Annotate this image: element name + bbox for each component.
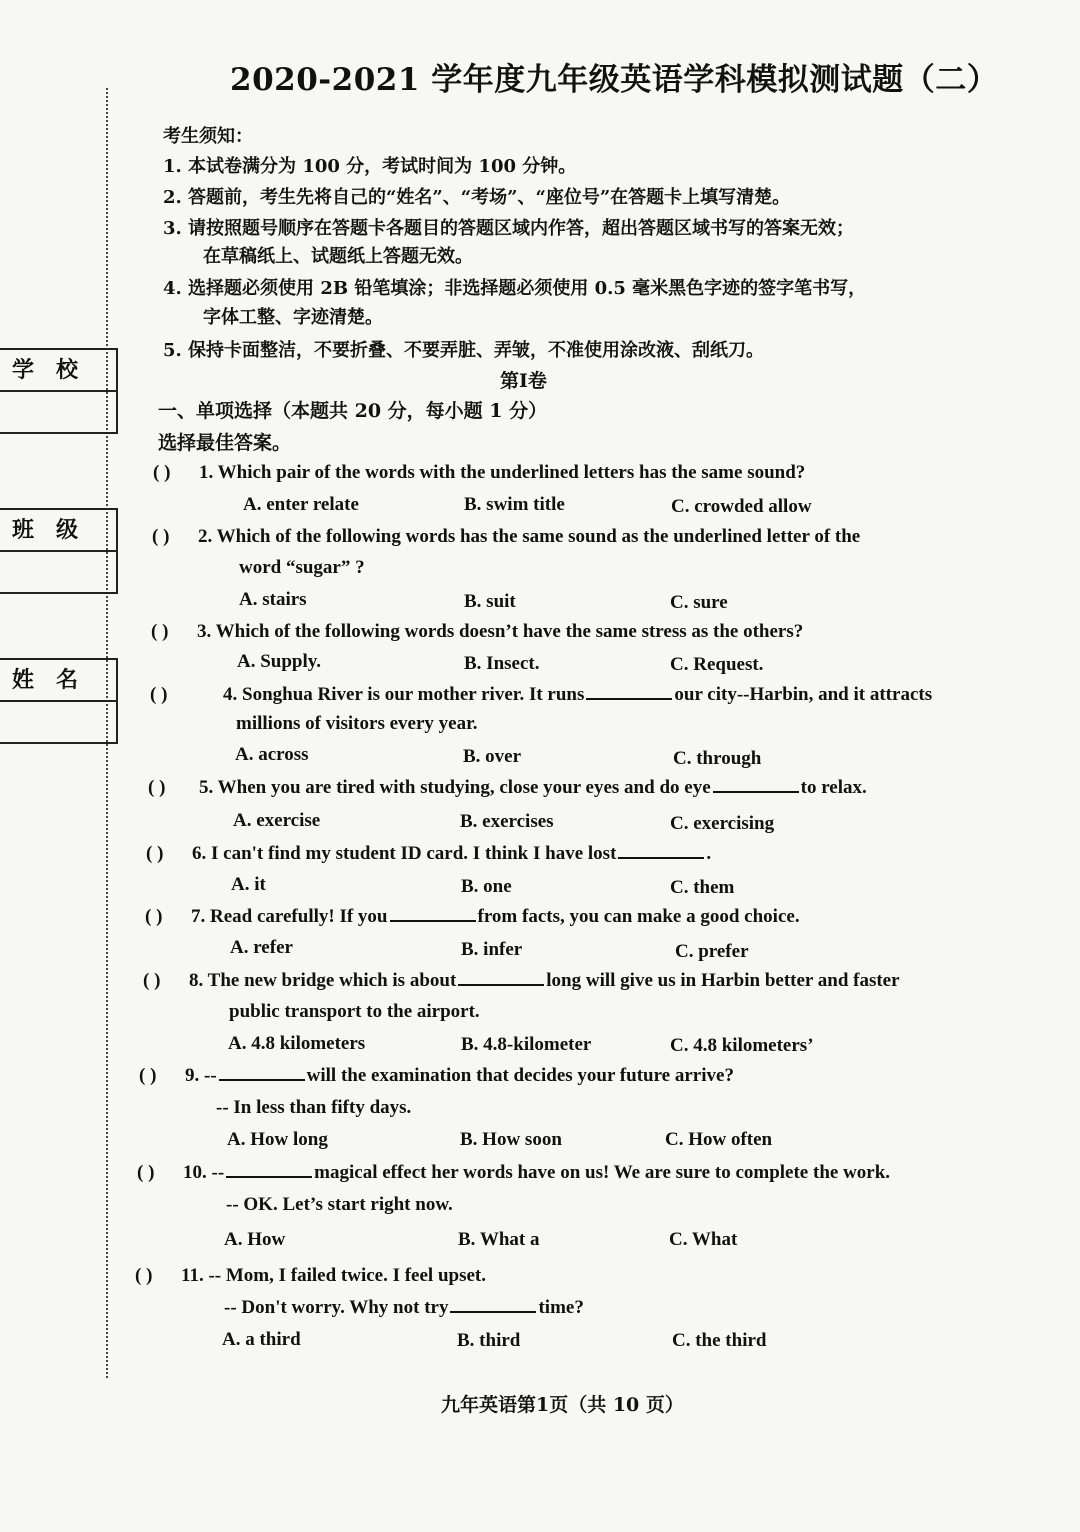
option-c[interactable]: C. prefer bbox=[675, 941, 749, 962]
option-a[interactable]: A. Supply. bbox=[237, 651, 321, 672]
answer-blank[interactable] bbox=[390, 906, 476, 922]
option-a[interactable]: A. 4.8 kilometers bbox=[228, 1033, 366, 1054]
answer-paren[interactable]: ( ) bbox=[150, 684, 168, 705]
volume-heading: 第I卷 bbox=[500, 370, 547, 392]
option-b[interactable]: B. infer bbox=[461, 939, 523, 960]
option-b[interactable]: B. Insect. bbox=[464, 653, 540, 674]
question-2: ( ) 2. Which of the following words has the same sound as the underlined letter of the bbox=[152, 526, 861, 547]
answer-paren[interactable]: ( ) bbox=[143, 970, 161, 991]
question-8-cont: public transport to the airport. bbox=[229, 1001, 480, 1022]
question-10-cont: -- OK. Let’s start right now. bbox=[226, 1194, 453, 1215]
notice-item: 字体工整、字迹清楚。 bbox=[203, 307, 383, 328]
option-c[interactable]: C. exercising bbox=[670, 813, 775, 834]
option-b[interactable]: B. 4.8-kilometer bbox=[461, 1034, 592, 1055]
answer-blank[interactable] bbox=[219, 1065, 305, 1081]
question-10: ( ) 10. -- magical effect her words have on us! We are sure to complete the work. bbox=[137, 1162, 891, 1183]
option-c[interactable]: C. through bbox=[673, 748, 762, 769]
option-b[interactable]: B. over bbox=[463, 746, 522, 767]
answer-paren[interactable]: ( ) bbox=[135, 1265, 153, 1286]
answer-paren[interactable]: ( ) bbox=[137, 1162, 155, 1183]
option-a[interactable]: A. refer bbox=[230, 937, 293, 958]
option-a[interactable]: A. How long bbox=[227, 1129, 328, 1150]
option-a[interactable]: A. across bbox=[235, 744, 309, 765]
option-c[interactable]: C. 4.8 kilometers’ bbox=[670, 1035, 814, 1056]
question-4: ( ) 4. Songhua River is our mother river. It runs our city--Harbin, and it attracts bbox=[150, 684, 933, 705]
school-field-box bbox=[0, 348, 118, 434]
page-footer: 九年英语第1页（共 10 页） bbox=[441, 1394, 684, 1416]
notice-item: 在草稿纸上、试题纸上答题无效。 bbox=[203, 246, 473, 267]
question-8: ( ) 8. The new bridge which is about long will give us in Harbin better and faster bbox=[143, 970, 900, 991]
notice-item: 4. 选择题必须使用 2B 铅笔填涂；非选择题必须使用 0.5 毫米黑色字迹的签字笔书写， bbox=[163, 278, 867, 299]
name-field-box bbox=[0, 658, 118, 744]
option-a[interactable]: A. enter relate bbox=[243, 494, 359, 515]
notice-heading: 考生须知： bbox=[163, 126, 253, 147]
option-b[interactable]: B. third bbox=[457, 1330, 521, 1351]
notice-item: 2. 答题前，考生先将自己的“姓名”、“考场”、“座位号”在答题卡上填写清楚。 bbox=[163, 187, 791, 208]
option-a[interactable]: A. it bbox=[231, 874, 266, 895]
question-4-cont: millions of visitors every year. bbox=[236, 713, 478, 734]
question-3: ( ) 3. Which of the following words doesn’t have the same stress as the others? bbox=[151, 621, 804, 642]
option-b[interactable]: B. What a bbox=[458, 1229, 540, 1250]
option-c[interactable]: C. them bbox=[670, 877, 735, 898]
notice-item: 3. 请按照题号顺序在答题卡各题目的答题区域内作答，超出答题区域书写的答案无效； bbox=[163, 218, 855, 239]
option-c[interactable]: C. How often bbox=[665, 1129, 773, 1150]
option-c[interactable]: C. Request. bbox=[670, 654, 764, 675]
class-input-area[interactable] bbox=[0, 552, 116, 592]
answer-paren[interactable]: ( ) bbox=[152, 526, 170, 547]
answer-paren[interactable]: ( ) bbox=[151, 621, 169, 642]
answer-paren[interactable]: ( ) bbox=[139, 1065, 157, 1086]
answer-blank[interactable] bbox=[226, 1162, 312, 1178]
option-c[interactable]: C. the third bbox=[672, 1330, 767, 1351]
notice-item: 5. 保持卡面整洁，不要折叠、不要弄脏、弄皱，不准使用涂改液、刮纸刀。 bbox=[163, 340, 765, 361]
question-9-cont: -- In less than fifty days. bbox=[216, 1097, 412, 1118]
option-c[interactable]: C. crowded allow bbox=[671, 496, 812, 517]
answer-paren[interactable]: ( ) bbox=[148, 777, 166, 798]
notice-item: 1. 本试卷满分为 100 分，考试时间为 100 分钟。 bbox=[163, 156, 577, 177]
answer-blank[interactable] bbox=[713, 777, 799, 793]
name-input-area[interactable] bbox=[0, 702, 116, 742]
option-a[interactable]: A. a third bbox=[222, 1329, 301, 1350]
option-c[interactable]: C. sure bbox=[670, 592, 728, 613]
question-7: ( ) 7. Read carefully! If you from facts, you can make a good choice. bbox=[145, 906, 800, 927]
answer-blank[interactable] bbox=[618, 843, 704, 859]
option-b[interactable]: B. How soon bbox=[460, 1129, 562, 1150]
section-heading: 一、单项选择（本题共 20 分，每小题 1 分） bbox=[158, 400, 548, 422]
answer-blank[interactable] bbox=[450, 1297, 536, 1313]
answer-blank[interactable] bbox=[586, 684, 672, 700]
option-b[interactable]: B. exercises bbox=[460, 811, 554, 832]
question-9: ( ) 9. -- will the examination that decides your future arrive? bbox=[139, 1065, 734, 1086]
question-6: ( ) 6. I can't find my student ID card. I think I have lost . bbox=[146, 843, 712, 864]
option-b[interactable]: B. one bbox=[461, 876, 512, 897]
question-5: ( ) 5. When you are tired with studying, close your eyes and do eye to relax. bbox=[148, 777, 867, 798]
answer-paren[interactable]: ( ) bbox=[153, 462, 171, 483]
option-c[interactable]: C. What bbox=[669, 1229, 738, 1250]
school-label: 学校 bbox=[0, 350, 116, 392]
class-label: 班级 bbox=[0, 510, 116, 552]
question-11-cont: -- Don't worry. Why not try time? bbox=[224, 1297, 584, 1318]
question-2-cont: word “sugar” ? bbox=[239, 557, 365, 578]
name-label: 姓名 bbox=[0, 660, 116, 702]
exam-title: 2020-2021 学年度九年级英语学科模拟测试题（二） bbox=[230, 62, 999, 98]
option-b[interactable]: B. suit bbox=[464, 591, 516, 612]
question-11: ( ) 11. -- Mom, I failed twice. I feel upset. bbox=[135, 1265, 486, 1286]
option-a[interactable]: A. exercise bbox=[233, 810, 321, 831]
question-1: ( ) 1. Which pair of the words with the underlined letters has the same sound? bbox=[153, 462, 806, 483]
class-field-box bbox=[0, 508, 118, 594]
answer-paren[interactable]: ( ) bbox=[145, 906, 163, 927]
option-a[interactable]: A. How bbox=[224, 1229, 286, 1250]
option-a[interactable]: A. stairs bbox=[239, 589, 307, 610]
section-instruction: 选择最佳答案。 bbox=[158, 432, 292, 454]
school-input-area[interactable] bbox=[0, 392, 116, 432]
answer-blank[interactable] bbox=[458, 970, 544, 986]
option-b[interactable]: B. swim title bbox=[464, 494, 565, 515]
answer-paren[interactable]: ( ) bbox=[146, 843, 164, 864]
